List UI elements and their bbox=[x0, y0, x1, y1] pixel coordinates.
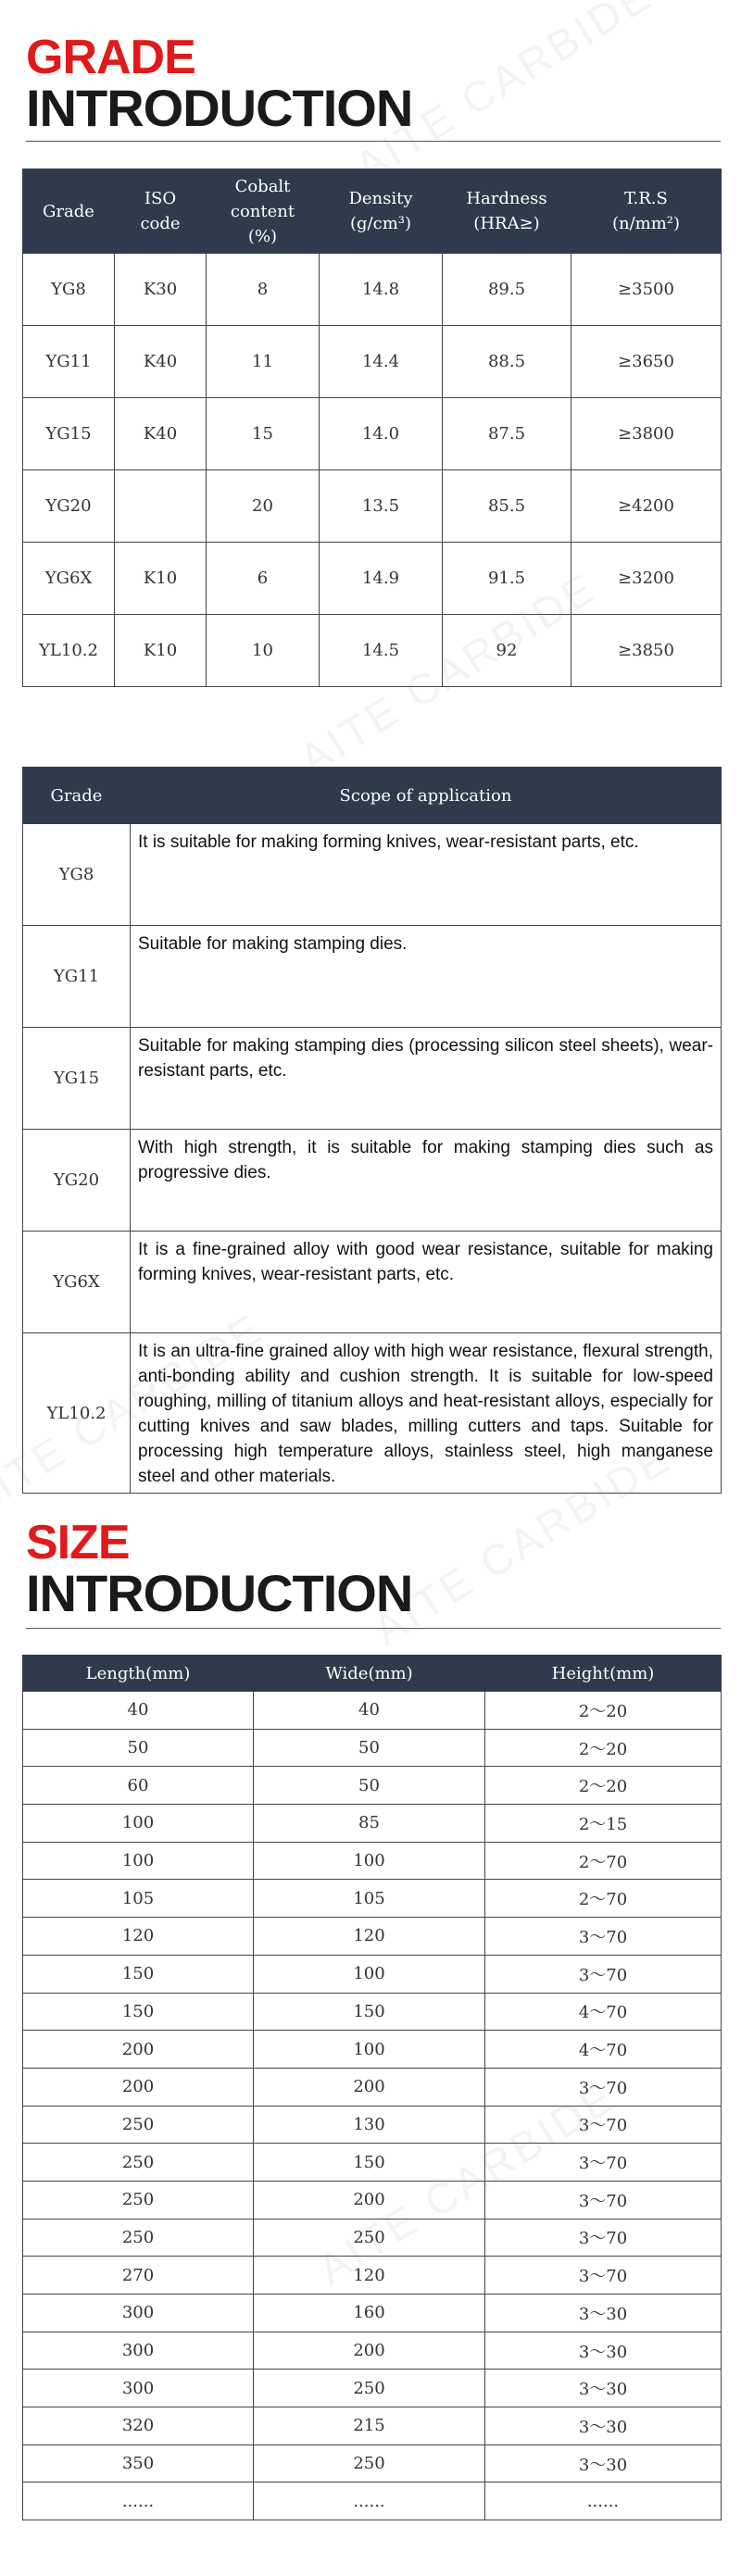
table-cell: 14.0 bbox=[320, 398, 443, 470]
table-row bbox=[23, 2219, 722, 2257]
table-row bbox=[23, 2031, 722, 2069]
table-cell: 87.5 bbox=[443, 398, 571, 470]
table-row bbox=[23, 1955, 722, 1993]
grade-heading-rule bbox=[26, 141, 721, 142]
table-cell: 3～30 bbox=[485, 2407, 722, 2445]
size-table-header bbox=[23, 1656, 722, 1692]
table-cell: YG15 bbox=[23, 1028, 131, 1130]
table-cell: It is suitable for making forming knives, wear-resistant parts, etc. bbox=[131, 824, 722, 926]
table-cell: Suitable for making stamping dies (processing silicon steel sheets), wear-resistant parts, etc. bbox=[131, 1028, 722, 1130]
table-cell: 3～30 bbox=[485, 2445, 722, 2482]
table-row bbox=[23, 926, 722, 1028]
table-cell: 92 bbox=[443, 615, 571, 687]
table-cell: YL10.2 bbox=[23, 1333, 131, 1494]
table-cell: 200 bbox=[23, 2068, 254, 2106]
table-cell: ≥3500 bbox=[571, 254, 722, 326]
table-row bbox=[23, 2295, 722, 2332]
table-cell: 14.4 bbox=[320, 326, 443, 398]
table-cell: 13.5 bbox=[320, 470, 443, 543]
col-iso-code: ISO code bbox=[115, 169, 207, 254]
table-cell: 2～20 bbox=[485, 1692, 722, 1730]
size-heading-black: INTRODUCTION bbox=[26, 1564, 413, 1622]
table-row bbox=[23, 470, 722, 543]
table-cell: It is an ultra-fine grained alloy with high wear resistance, flexural strength, anti-bonding ability and cushion strength. It is suitable for low-speed roughing, milling of titanium alloys and heat-resistant alloys, especially for cutting knives and saw blades, milling cutters and taps. Suitable for processing high temperature alloys, stainless steel, high manganese steel and other materials. bbox=[131, 1333, 722, 1494]
table-cell: 270 bbox=[23, 2257, 254, 2295]
table-row bbox=[23, 1767, 722, 1805]
table-cell: 91.5 bbox=[443, 543, 571, 615]
table-cell: 14.8 bbox=[320, 254, 443, 326]
table-cell: 89.5 bbox=[443, 254, 571, 326]
table-cell: 3～70 bbox=[485, 1955, 722, 1993]
table-cell: 105 bbox=[254, 1880, 485, 1918]
table-cell: 120 bbox=[254, 2257, 485, 2295]
table-cell: 3～70 bbox=[485, 2181, 722, 2219]
table-cell: 3～30 bbox=[485, 2370, 722, 2407]
table-cell: 250 bbox=[254, 2219, 485, 2257]
table-cell: 120 bbox=[23, 1918, 254, 1956]
table-cell: K40 bbox=[115, 398, 207, 470]
table-row bbox=[23, 2068, 722, 2106]
table-cell: 100 bbox=[254, 1842, 485, 1880]
table-cell: YG11 bbox=[23, 326, 115, 398]
table-cell: 150 bbox=[23, 1955, 254, 1993]
col-trs: T.R.S (n/mm²) bbox=[571, 169, 722, 254]
grade-properties-table bbox=[22, 169, 722, 687]
table-row bbox=[23, 2370, 722, 2407]
table-cell: YG20 bbox=[23, 1130, 131, 1232]
table-cell: 2～20 bbox=[485, 1729, 722, 1767]
table-row bbox=[23, 1993, 722, 2031]
table-cell: 160 bbox=[254, 2295, 485, 2332]
table-cell: 100 bbox=[254, 2031, 485, 2069]
table-cell: 300 bbox=[23, 2332, 254, 2370]
col-wide: Wide(mm) bbox=[254, 1656, 485, 1692]
col-cobalt-content: Cobalt content (%) bbox=[207, 169, 320, 254]
col-length: Length(mm) bbox=[23, 1656, 254, 1692]
table-row bbox=[23, 1333, 722, 1494]
table-cell: 350 bbox=[23, 2445, 254, 2482]
table-row bbox=[23, 1842, 722, 1880]
table-row bbox=[23, 1232, 722, 1333]
size-table bbox=[22, 1655, 722, 2520]
table-cell: 3～70 bbox=[485, 2144, 722, 2182]
table-cell: 100 bbox=[254, 1955, 485, 1993]
table-cell: 130 bbox=[254, 2106, 485, 2144]
table-cell: K30 bbox=[115, 254, 207, 326]
table-cell: 150 bbox=[254, 1993, 485, 2031]
table-cell: 250 bbox=[23, 2219, 254, 2257]
table-cell: YG6X bbox=[23, 1232, 131, 1333]
table-cell: ≥3800 bbox=[571, 398, 722, 470]
table-cell: 3～70 bbox=[485, 2219, 722, 2257]
table-cell: 3～70 bbox=[485, 2106, 722, 2144]
table-row bbox=[23, 1918, 722, 1956]
col-scope-application: Scope of application bbox=[131, 768, 722, 824]
table-cell: 215 bbox=[254, 2407, 485, 2445]
table-cell: 14.9 bbox=[320, 543, 443, 615]
table-cell: K40 bbox=[115, 326, 207, 398]
table-cell: 3～30 bbox=[485, 2332, 722, 2370]
table-row bbox=[23, 1692, 722, 1730]
table-cell: YG8 bbox=[23, 254, 115, 326]
table-row bbox=[23, 2445, 722, 2482]
col-grade: Grade bbox=[23, 169, 115, 254]
table-cell: ...... bbox=[485, 2482, 722, 2520]
table-cell: YG15 bbox=[23, 398, 115, 470]
table-cell: ≥3200 bbox=[571, 543, 722, 615]
table-row bbox=[23, 326, 722, 398]
table-cell: 50 bbox=[23, 1729, 254, 1767]
grade-heading-black: INTRODUCTION bbox=[26, 79, 413, 137]
table-cell: YL10.2 bbox=[23, 615, 115, 687]
table-cell: 250 bbox=[254, 2445, 485, 2482]
table-cell: 200 bbox=[254, 2068, 485, 2106]
col-height: Height(mm) bbox=[485, 1656, 722, 1692]
table-cell: ≥3650 bbox=[571, 326, 722, 398]
table-cell: YG6X bbox=[23, 543, 115, 615]
table-cell: 50 bbox=[254, 1729, 485, 1767]
table-cell: ≥4200 bbox=[571, 470, 722, 543]
table-cell: 40 bbox=[254, 1692, 485, 1730]
table-cell: 3～70 bbox=[485, 2068, 722, 2106]
table-row bbox=[23, 2144, 722, 2182]
table-cell: 250 bbox=[23, 2144, 254, 2182]
table-cell: ...... bbox=[23, 2482, 254, 2520]
table-row bbox=[23, 824, 722, 926]
table-row bbox=[23, 2482, 722, 2520]
table-cell: 3～70 bbox=[485, 2257, 722, 2295]
scope-table bbox=[22, 767, 722, 1494]
table-cell: 88.5 bbox=[443, 326, 571, 398]
table-cell: 200 bbox=[254, 2181, 485, 2219]
table-row bbox=[23, 2407, 722, 2445]
table-row bbox=[23, 2106, 722, 2144]
table-cell: 40 bbox=[23, 1692, 254, 1730]
table-row bbox=[23, 2181, 722, 2219]
table-cell: 2～70 bbox=[485, 1842, 722, 1880]
table-cell: It is a fine-grained alloy with good wear resistance, suitable for making forming knives, wear-resistant parts, etc. bbox=[131, 1232, 722, 1333]
table-cell: 105 bbox=[23, 1880, 254, 1918]
table-cell: 2～20 bbox=[485, 1767, 722, 1805]
table-row bbox=[23, 1805, 722, 1843]
table-cell: 250 bbox=[254, 2370, 485, 2407]
size-heading-rule bbox=[26, 1628, 721, 1629]
table-row bbox=[23, 398, 722, 470]
table-row bbox=[23, 254, 722, 326]
table-cell: 3～30 bbox=[485, 2295, 722, 2332]
table-cell: 320 bbox=[23, 2407, 254, 2445]
table-row bbox=[23, 2257, 722, 2295]
table-cell: 6 bbox=[207, 543, 320, 615]
col-density: Density (g/cm³) bbox=[320, 169, 443, 254]
table-cell: Suitable for making stamping dies. bbox=[131, 926, 722, 1028]
table-cell: 2～15 bbox=[485, 1805, 722, 1843]
table-cell: YG8 bbox=[23, 824, 131, 926]
table-cell: K10 bbox=[115, 615, 207, 687]
table-row bbox=[23, 1729, 722, 1767]
table-cell: 250 bbox=[23, 2181, 254, 2219]
table-cell: ...... bbox=[254, 2482, 485, 2520]
table-row bbox=[23, 1880, 722, 1918]
grade-table-header bbox=[23, 169, 722, 254]
table-cell: 300 bbox=[23, 2295, 254, 2332]
table-cell: 100 bbox=[23, 1842, 254, 1880]
grade-heading bbox=[26, 33, 412, 135]
size-heading bbox=[26, 1516, 413, 1622]
col-scope-grade: Grade bbox=[23, 768, 131, 824]
table-cell: 4～70 bbox=[485, 2031, 722, 2069]
table-cell: K10 bbox=[115, 543, 207, 615]
table-cell: 20 bbox=[207, 470, 320, 543]
table-cell: 4～70 bbox=[485, 1993, 722, 2031]
table-cell: 200 bbox=[254, 2332, 485, 2370]
table-cell: 85.5 bbox=[443, 470, 571, 543]
table-row bbox=[23, 615, 722, 687]
table-cell: 85 bbox=[254, 1805, 485, 1843]
table-cell: 10 bbox=[207, 615, 320, 687]
table-cell: 8 bbox=[207, 254, 320, 326]
table-cell: ≥3850 bbox=[571, 615, 722, 687]
col-hardness: Hardness (HRA≥) bbox=[443, 169, 571, 254]
table-cell: 3～70 bbox=[485, 1918, 722, 1956]
grade-heading-red: GRADE bbox=[26, 31, 195, 84]
size-heading-red: SIZE bbox=[26, 1516, 130, 1569]
table-cell: 300 bbox=[23, 2370, 254, 2407]
table-cell: 250 bbox=[23, 2106, 254, 2144]
table-cell: YG20 bbox=[23, 470, 115, 543]
table-cell: 200 bbox=[23, 2031, 254, 2069]
table-cell: YG11 bbox=[23, 926, 131, 1028]
table-row bbox=[23, 1130, 722, 1232]
table-cell bbox=[115, 470, 207, 543]
table-cell: 150 bbox=[23, 1993, 254, 2031]
table-cell: 15 bbox=[207, 398, 320, 470]
table-row bbox=[23, 543, 722, 615]
table-cell: 100 bbox=[23, 1805, 254, 1843]
table-cell: 50 bbox=[254, 1767, 485, 1805]
table-cell: 60 bbox=[23, 1767, 254, 1805]
table-row bbox=[23, 2332, 722, 2370]
table-row bbox=[23, 1028, 722, 1130]
scope-table-header bbox=[23, 768, 722, 824]
table-cell: 150 bbox=[254, 2144, 485, 2182]
table-cell: 14.5 bbox=[320, 615, 443, 687]
table-cell: With high strength, it is suitable for making stamping dies such as progressive dies. bbox=[131, 1130, 722, 1232]
table-cell: 2～70 bbox=[485, 1880, 722, 1918]
table-cell: 120 bbox=[254, 1918, 485, 1956]
table-cell: 11 bbox=[207, 326, 320, 398]
